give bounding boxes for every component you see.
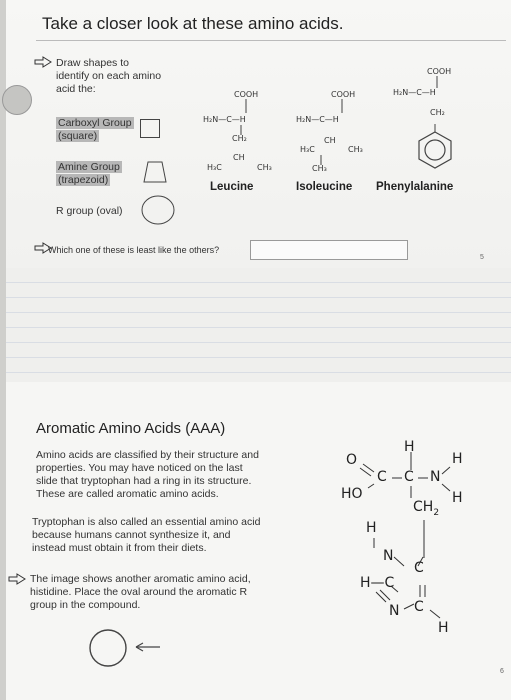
para2-line-3: instead must obtain it from their diets. bbox=[32, 542, 207, 554]
his-oxygen: O bbox=[346, 452, 358, 468]
para1-line-2: properties. You may have noticed on the last bbox=[36, 462, 243, 474]
trapezoid-shape[interactable] bbox=[142, 160, 168, 184]
bond-line bbox=[435, 76, 439, 88]
phenylalanine-ch2: CH₂ bbox=[430, 108, 445, 117]
his-amine-n: N bbox=[430, 469, 441, 485]
his-ring-c1: C bbox=[414, 560, 424, 576]
leucine-left-methyl: H₃C bbox=[207, 163, 222, 172]
answer-input[interactable] bbox=[250, 240, 408, 260]
para1-line-4: These are called aromatic amino acids. bbox=[36, 488, 219, 500]
leucine-cooh: COOH bbox=[234, 90, 259, 99]
para2-line-1: Tryptophan is also called an essential amino acid bbox=[32, 516, 261, 528]
leucine-ch: CH bbox=[233, 153, 245, 162]
carboxyl-label-2: (square) bbox=[58, 130, 98, 142]
isoleucine-backbone: H₂N—C—H bbox=[296, 115, 339, 124]
binder-hole bbox=[2, 85, 32, 115]
para1-line-1: Amino acids are classified by their structure and bbox=[36, 449, 259, 461]
oval-with-arrow[interactable] bbox=[86, 624, 166, 670]
leucine-backbone: H₂N—C—H bbox=[203, 115, 246, 124]
amine-label-2: (trapezoid) bbox=[58, 174, 109, 186]
isoleucine-ch: CH bbox=[324, 136, 336, 145]
slide-number: 6 bbox=[500, 668, 504, 675]
his-ring-c2: C bbox=[414, 599, 424, 615]
amine-label-1: Amine Group bbox=[58, 161, 120, 173]
his-alpha-carbon: C bbox=[404, 469, 414, 485]
phenylalanine-backbone: H₂N—C—H bbox=[393, 88, 436, 97]
question-text: Which one of these is least like the others? bbox=[48, 245, 220, 255]
isoleucine-cooh: COOH bbox=[331, 90, 356, 99]
slide-title: Aromatic Amino Acids (AAA) bbox=[36, 420, 226, 437]
carboxyl-label-1: Carboxyl Group bbox=[58, 117, 132, 129]
leucine-right-methyl: CH₃ bbox=[257, 163, 272, 172]
isoleucine-left-methyl: H₃C bbox=[300, 145, 315, 154]
leucine-name: Leucine bbox=[210, 181, 254, 193]
his-ring-hc: H—C bbox=[360, 575, 395, 591]
his-amine-h-lower: H bbox=[452, 490, 463, 506]
his-ring-n1: N bbox=[383, 548, 394, 564]
his-amine-h-upper: H bbox=[452, 451, 463, 467]
bond-line bbox=[340, 99, 344, 113]
phenylalanine-cooh: COOH bbox=[427, 67, 452, 76]
worksheet-page bbox=[6, 0, 511, 700]
slide-amino-acids bbox=[6, 0, 511, 268]
square-shape[interactable] bbox=[140, 119, 160, 138]
rgroup-label: R group (oval) bbox=[56, 205, 123, 217]
his-ring-h-bottom: H bbox=[438, 620, 449, 636]
his-alpha-h: H bbox=[404, 439, 415, 455]
para2-line-2: because humans cannot synthesize it, and bbox=[32, 529, 231, 541]
benzene-ring bbox=[416, 124, 454, 172]
isoleucine-right-methyl: CH₃ bbox=[348, 145, 363, 154]
bond-line bbox=[244, 99, 248, 113]
para3-line-3: group in the compound. bbox=[30, 599, 141, 611]
notebook-paper bbox=[6, 268, 511, 382]
his-ring-nh-h: H bbox=[366, 520, 377, 536]
isoleucine-name: Isoleucine bbox=[296, 181, 353, 193]
his-ch2: $CH_2$ bbox=[413, 499, 440, 518]
his-hydroxyl: HO bbox=[341, 486, 363, 502]
instruction-line-2: identify on each amino bbox=[56, 70, 162, 82]
para3-line-2: histidine. Place the oval around the aromatic R bbox=[30, 586, 248, 598]
leucine-ch2: CH₂ bbox=[232, 134, 247, 143]
instruction-line-1: Draw shapes to bbox=[56, 57, 129, 69]
his-carboxyl-carbon: C bbox=[377, 469, 387, 485]
isoleucine-bottom-methyl: CH₃ bbox=[312, 164, 327, 173]
arrow-right-icon bbox=[8, 573, 26, 585]
slide-title: Take a closer look at these amino acids. bbox=[42, 14, 344, 33]
para3-line-1: The image shows another aromatic amino acid, bbox=[30, 573, 251, 585]
slide-number: 5 bbox=[480, 254, 484, 261]
histidine-bonds bbox=[346, 440, 506, 635]
his-ring-n2: N bbox=[389, 603, 400, 619]
arrow-right-icon bbox=[34, 56, 52, 68]
para1-line-3: slide that tryptophan had a ring in its structure. bbox=[36, 475, 252, 487]
instruction-line-3: acid the: bbox=[56, 83, 96, 95]
oval-shape[interactable] bbox=[140, 194, 176, 226]
phenylalanine-name: Phenylalanine bbox=[376, 181, 454, 193]
title-divider bbox=[36, 40, 506, 41]
